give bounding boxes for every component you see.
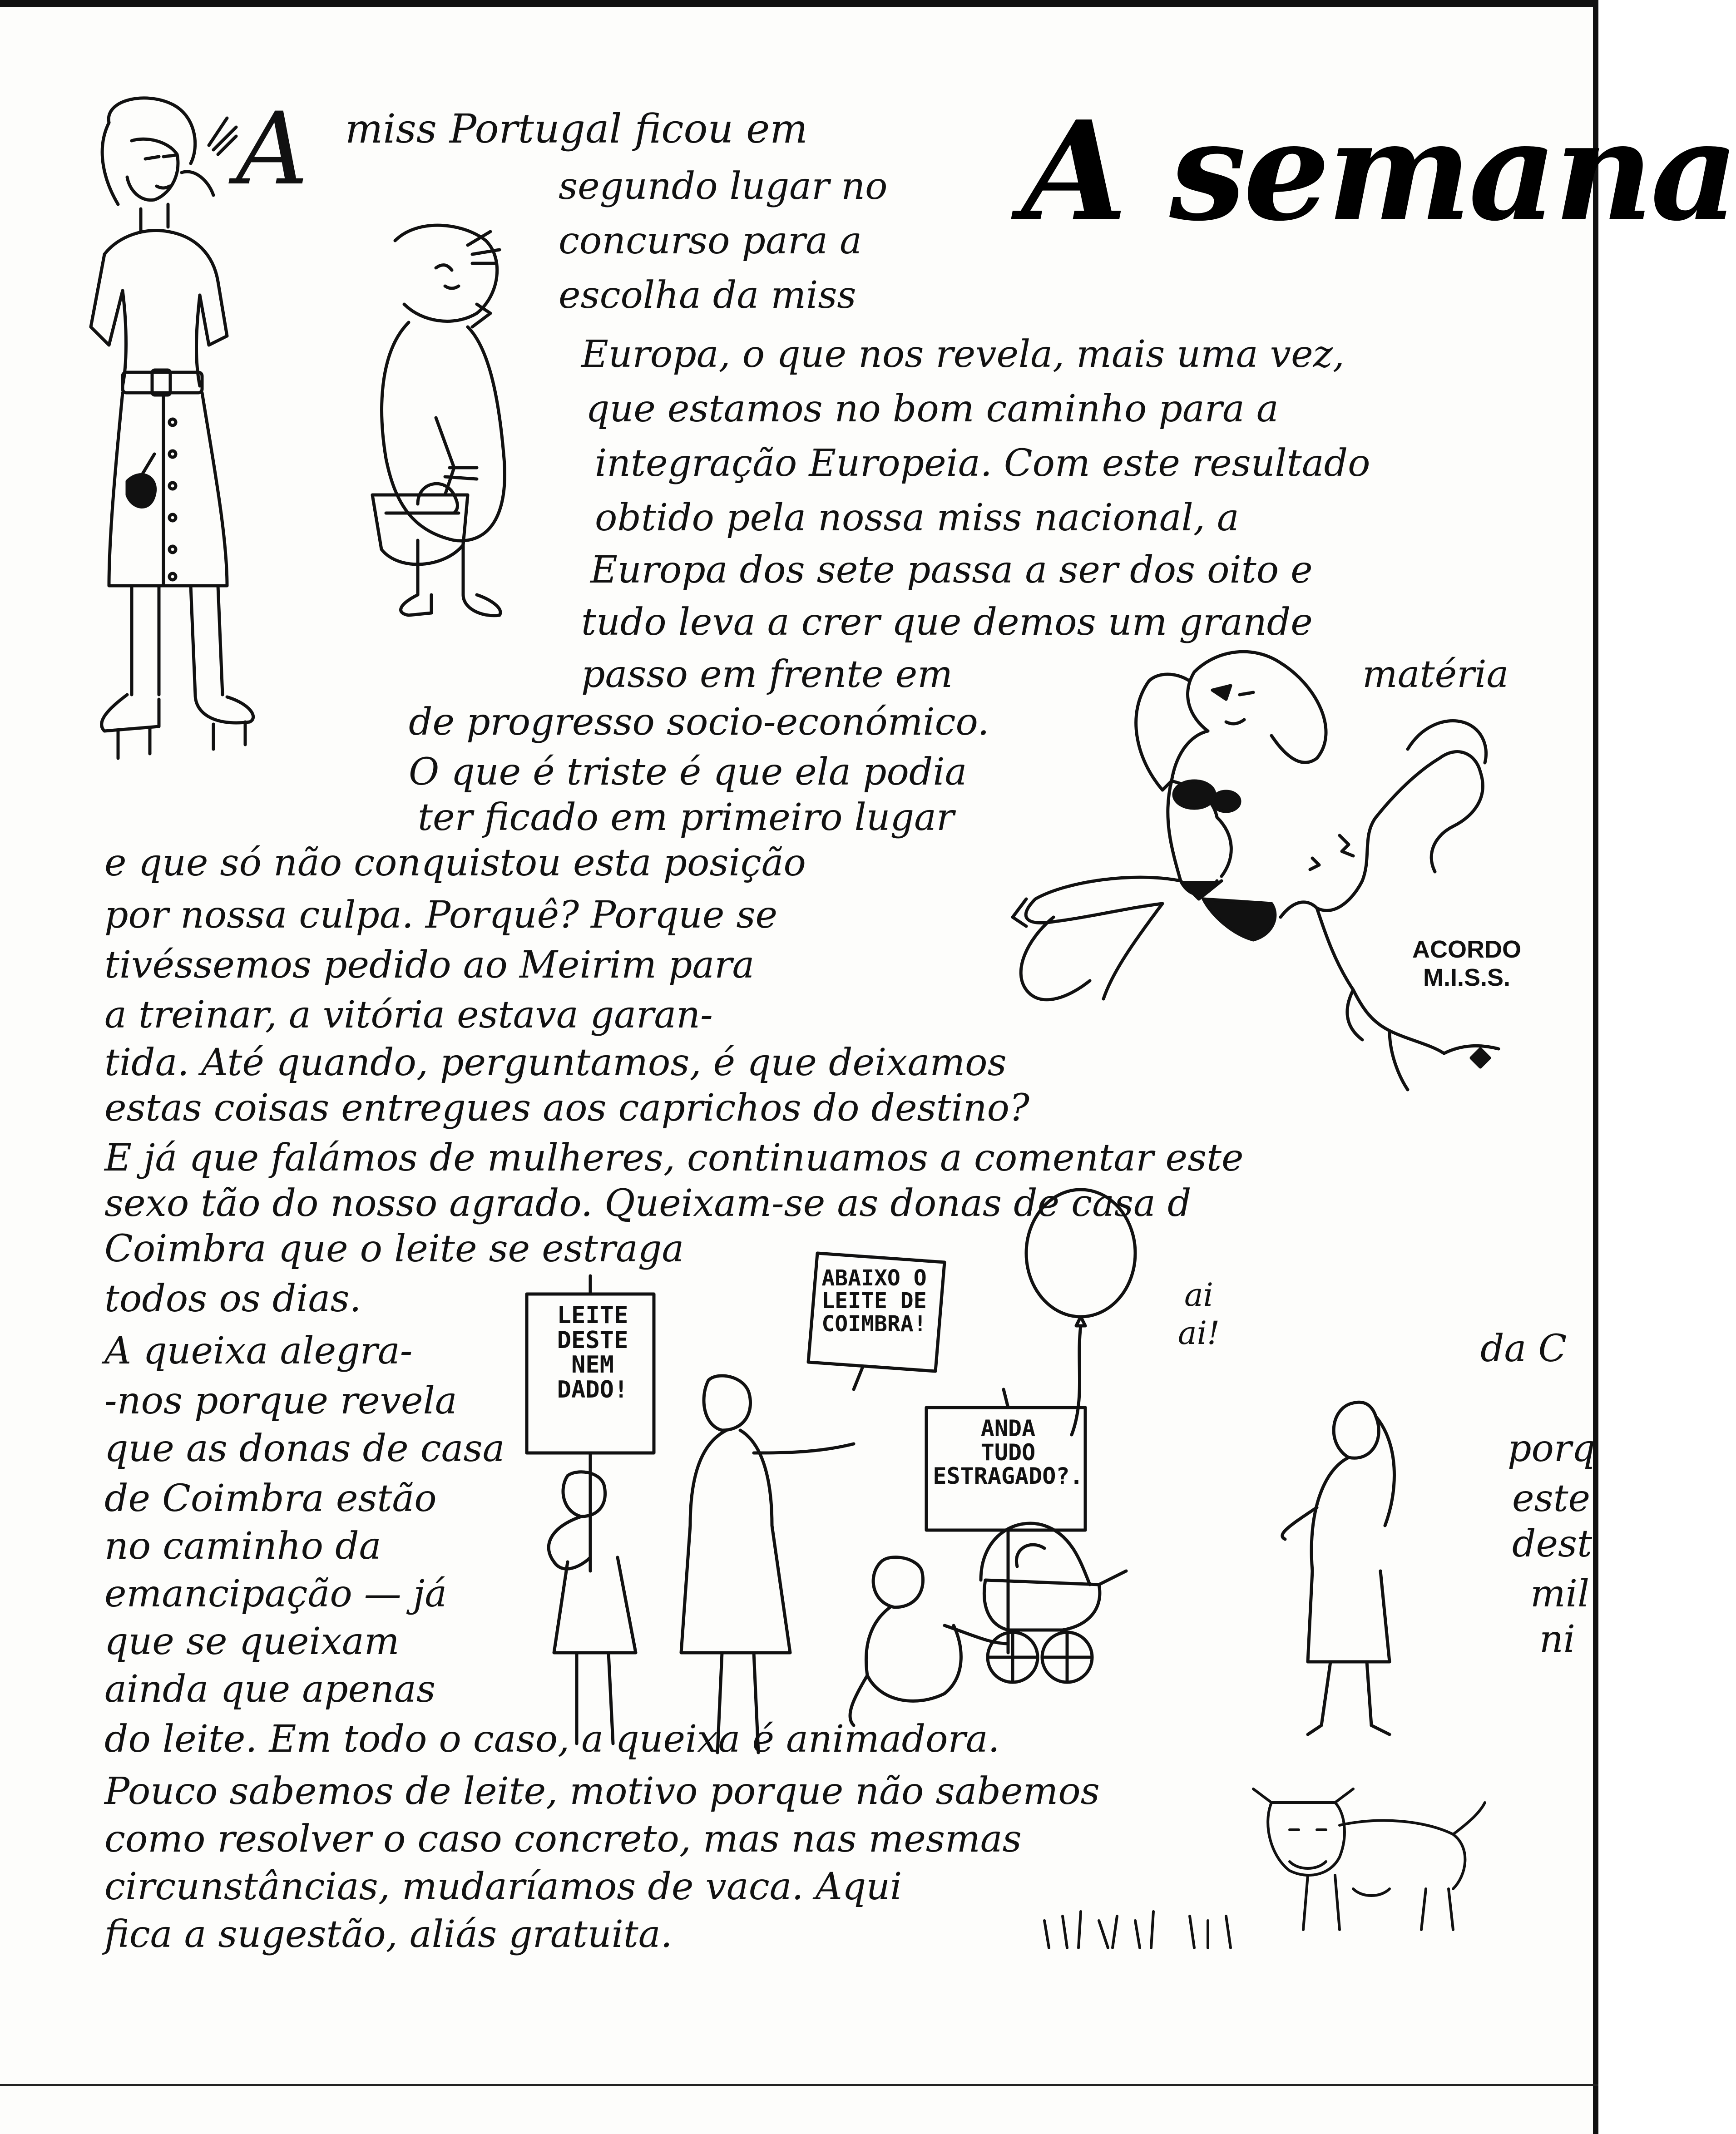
cutoff-text: ni <box>1539 1618 1576 1661</box>
text-line: A queixa alegra- <box>104 1329 413 1373</box>
cutoff-text: da C <box>1480 1327 1567 1370</box>
sign-anda-tudo-estragado: ANDA TUDO ESTRAGADO?. <box>933 1415 1083 1489</box>
text-line: circunstâncias, mudaríamos de vaca. Aqui <box>104 1865 902 1908</box>
text-line: E já que falámos de mulheres, continuamos a comentar este <box>104 1136 1244 1180</box>
cutoff-text: porq <box>1508 1427 1596 1470</box>
woman-illustration <box>77 91 331 781</box>
text-line: do leite. Em todo o caso, a queixa é animadora. <box>104 1718 1000 1761</box>
acordo-miss-label: ACORDO M.I.S.S. <box>1412 936 1521 992</box>
text-line: fica a sugestão, aliás gratuita. <box>104 1913 673 1956</box>
text-line: -nos porque revela <box>104 1379 457 1423</box>
text-line: Europa dos sete passa a ser dos oito e <box>590 548 1313 592</box>
cutoff-text: dest <box>1512 1522 1593 1566</box>
text-line: matéria <box>1362 653 1509 696</box>
miss-and-europe-map-illustration <box>999 645 1512 1108</box>
bottom-rule <box>0 2084 1598 2086</box>
text-line: Europa, o que nos revela, mais uma vez, <box>581 333 1345 376</box>
masthead-title: A semana <box>1022 91 1736 251</box>
text-line: O que é triste é que ela podia <box>409 751 967 794</box>
text-line: por nossa culpa. Porquê? Porque se <box>104 894 778 937</box>
text-line: no caminho da <box>104 1525 381 1568</box>
text-line: ter ficado em primeiro lugar <box>418 796 955 839</box>
text-line: passo em frente em <box>581 653 953 696</box>
text-line: de Coimbra estão <box>104 1477 437 1520</box>
text-line: estas coisas entregues aos caprichos do destino? <box>104 1087 1029 1130</box>
balloon-text: ai ai! <box>1177 1276 1220 1352</box>
drop-cap: A <box>236 91 308 207</box>
cutoff-text: mil <box>1530 1572 1590 1615</box>
sign-abaixo-leite: ABAIXO O LEITE DE COIMBRA! <box>821 1265 927 1337</box>
top-border <box>0 0 1598 7</box>
text-line: que estamos no bom caminho para a <box>586 387 1279 430</box>
woman-with-pram-illustration <box>1281 1389 1462 1744</box>
text-line: concurso para a <box>559 219 862 262</box>
text-line: tivéssemos pedido ao Meirim para <box>104 944 755 987</box>
text-line: obtido pela nossa miss nacional, a <box>595 496 1239 539</box>
text-line: que as donas de casa <box>104 1427 505 1470</box>
text-line: Pouco sabemos de leite, motivo porque não sabemos <box>104 1770 1100 1813</box>
cutoff-text: este <box>1512 1477 1591 1520</box>
text-line: como resolver o caso concreto, mas nas mesmas <box>104 1818 1022 1861</box>
text-line: ainda que apenas <box>104 1668 435 1711</box>
sign-leite-deste: LEITE DESTE NEM DADO! <box>557 1302 628 1403</box>
text-line: segundo lugar no <box>559 165 888 208</box>
text-line: emancipação — já <box>104 1572 447 1615</box>
text-line: tudo leva a crer que demos um grande <box>581 601 1313 644</box>
text-line: Coimbra que o leite se estraga <box>104 1227 684 1270</box>
cow-illustration <box>1017 1784 1494 1975</box>
text-line: sexo tão do nosso agrado. Queixam-se as donas de casa d <box>104 1182 1192 1225</box>
text-line: de progresso socio-económico. <box>409 701 989 744</box>
text-line: tida. Até quando, perguntamos, é que deixamos <box>104 1041 1007 1084</box>
text-line: todos os dias. <box>104 1277 361 1320</box>
text-line: e que só não conquistou esta posição <box>104 841 806 884</box>
right-border <box>1593 0 1598 2134</box>
text-line: escolha da miss <box>559 274 856 317</box>
text-line: integração Europeia. Com este resultado <box>595 442 1370 485</box>
text-line: miss Portugal ficou em <box>345 105 808 152</box>
text-line: que se queixam <box>104 1620 400 1663</box>
text-line: a treinar, a vitória estava garan- <box>104 993 713 1037</box>
man-with-basket-illustration <box>354 213 554 631</box>
